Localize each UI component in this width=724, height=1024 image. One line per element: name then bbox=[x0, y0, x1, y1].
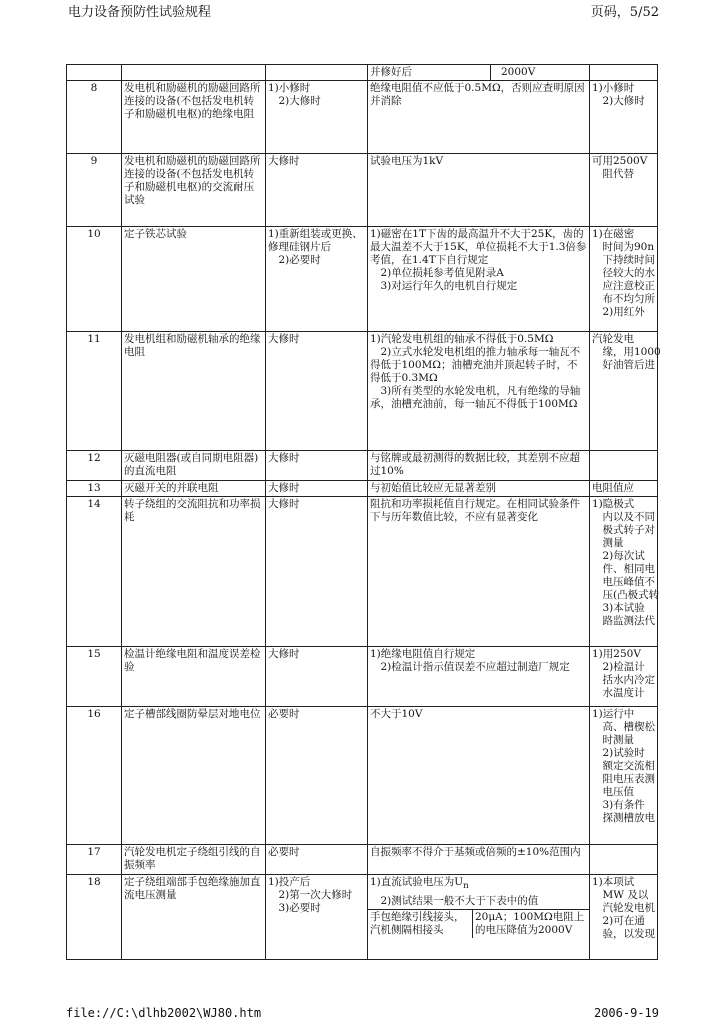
row-number: 13 bbox=[67, 481, 122, 497]
table-row bbox=[67, 451, 658, 481]
test-period: 大修时 bbox=[266, 332, 368, 451]
test-period: 大修时 bbox=[266, 497, 368, 647]
table-row bbox=[67, 65, 658, 81]
test-item: 定子槽部线圈防晕层对地电位 bbox=[122, 707, 266, 845]
test-item: 汽轮发电机定子绕组引线的自振频率 bbox=[122, 845, 266, 875]
remarks: 电阻值应 bbox=[590, 481, 658, 497]
test-item: 灭磁开关的并联电阻 bbox=[122, 481, 266, 497]
test-period: 1)投产后 2)第一次大修时 3)必要时 bbox=[266, 875, 368, 960]
remarks: 可用2500V 阻代替 bbox=[590, 154, 658, 227]
test-period: 大修时 bbox=[266, 647, 368, 707]
row-number: 18 bbox=[67, 875, 122, 960]
table-row bbox=[67, 481, 658, 497]
test-item: 检温计绝缘电阻和温度误差检验 bbox=[122, 647, 266, 707]
row-number: 11 bbox=[67, 332, 122, 451]
test-period: 1)小修时 2)大修时 bbox=[266, 81, 368, 154]
row-number: 14 bbox=[67, 497, 122, 647]
requirement: 不大于10V bbox=[368, 707, 590, 845]
row-number: 17 bbox=[67, 845, 122, 875]
remarks bbox=[590, 845, 658, 875]
remarks: 汽轮发电 缘，用1000 好油管后进 bbox=[590, 332, 658, 451]
sub-cell: 手包绝缘引线接头，汽机侧隔相接头 bbox=[368, 910, 473, 939]
requirement: 绝缘电阻值不应低于0.5MΩ，否则应查明原因并消除 bbox=[368, 81, 590, 154]
test-period: 必要时 bbox=[266, 845, 368, 875]
test-period: 大修时 bbox=[266, 451, 368, 481]
row-number: 12 bbox=[67, 451, 122, 481]
requirement: 与初始值比较应无显著差别 bbox=[368, 481, 590, 497]
table-row bbox=[67, 875, 658, 960]
row-number: 10 bbox=[67, 227, 122, 332]
print-date: 2006-9-19 bbox=[593, 1006, 659, 1020]
test-item: 转子绕组的交流阻抗和功率损耗 bbox=[122, 497, 266, 647]
spec-table bbox=[66, 64, 661, 960]
test-period: 必要时 bbox=[266, 707, 368, 845]
test-item: 定子铁芯试验 bbox=[122, 227, 266, 332]
remarks: 1)在磁密 时间为90n 下持续时间 径较大的水 应注意校正 布不均匀所 2)用红外 bbox=[590, 227, 658, 332]
table-row bbox=[67, 845, 658, 875]
remarks: 1)用250V 2)检温计 括水内冷定 水温度计 bbox=[590, 647, 658, 707]
remarks: 1)运行中 高、槽楔松 时测量 2)试验时 额定交流相 阻电压表测 电压值 3)有条件 探测槽放电 bbox=[590, 707, 658, 845]
sub-cell: 20μA；100MΩ电阻上的电压降值为2000V bbox=[473, 910, 590, 939]
file-path: file://C:\dlhb2002\WJ80.htm bbox=[66, 1006, 262, 1020]
test-item: 发电机组和励磁机轴承的绝缘电阻 bbox=[122, 332, 266, 451]
cell-text: 并修好后 bbox=[368, 65, 491, 80]
row-number: 9 bbox=[67, 154, 122, 227]
remarks: 1)本项试 MW 及以 汽轮发电机 2)可在通 验，以发现 bbox=[590, 875, 658, 960]
remarks bbox=[590, 451, 658, 481]
requirement: 阻抗和功率损耗值自行规定。在相同试验条件下与历年数值比较，不应有显著变化 bbox=[368, 497, 590, 647]
req-line: 2)测试结果一般不大于下表中的值 bbox=[380, 895, 539, 908]
page-header bbox=[0, 0, 724, 18]
row-number: 8 bbox=[67, 81, 122, 154]
test-item: 发电机和励磁机的励磁回路所连接的设备(不包括发电机转子和励磁机电枢)的交流耐压试验 bbox=[122, 154, 266, 227]
test-item: 灭磁电阻器(或自同期电阻器)的直流电阻 bbox=[122, 451, 266, 481]
row-number: 15 bbox=[67, 647, 122, 707]
remarks: 1)隐极式 内以及不同 极式转子对 测量 2)每次试 件、相同电 电压峰值不 压(凸极式转 3)本试验 路监测法代 bbox=[590, 497, 658, 647]
table-row bbox=[67, 647, 658, 707]
cell-text: 2000V bbox=[491, 65, 590, 80]
requirement: 自振频率不得介于基频或倍频的±10%范围内 bbox=[368, 845, 590, 875]
document-title: 电力设备预防性试验规程 bbox=[68, 5, 212, 20]
table-row bbox=[67, 497, 658, 647]
row-number: 16 bbox=[67, 707, 122, 845]
requirement: 与铭牌或最初测得的数据比较，其差别不应超过10% bbox=[368, 451, 590, 481]
test-period: 大修时 bbox=[266, 481, 368, 497]
table-row bbox=[67, 227, 658, 332]
req-subscript: n bbox=[463, 881, 469, 892]
requirement: 1)绝缘电阻值自行规定 2)检温计指示值误差不应超过制造厂规定 bbox=[368, 647, 590, 707]
test-item: 发电机和励磁机的励磁回路所连接的设备(不包括发电机转子和励磁机电枢)的绝缘电阻 bbox=[122, 81, 266, 154]
requirement bbox=[368, 875, 590, 960]
requirement: 1)汽轮发电机组的轴承不得低于0.5MΩ 2)立式水轮发电机组的推力轴承每一轴瓦不得低于100MΩ；油槽充油并顶起转子时，不得低于0.3MΩ 3)所有类型的水轮发电机，凡有绝缘的导轴承，油槽充油前，每一轴瓦不得低于100MΩ bbox=[368, 332, 590, 451]
requirement: 试验电压为1kV bbox=[368, 154, 590, 227]
test-item: 定子绕组端部手包绝缘施加直流电压测量 bbox=[122, 875, 266, 960]
sub-table bbox=[368, 909, 589, 938]
table-row bbox=[67, 81, 658, 154]
table-row bbox=[67, 154, 658, 227]
test-period: 1)重新组装或更换、修理硅钢片后 2)必要时 bbox=[266, 227, 368, 332]
test-period: 大修时 bbox=[266, 154, 368, 227]
remarks: 1)小修时 2)大修时 bbox=[590, 81, 658, 154]
table-row bbox=[67, 332, 658, 451]
table-row bbox=[67, 707, 658, 845]
page-number: 页码，5/52 bbox=[590, 5, 659, 20]
requirement: 1)磁密在1T下齿的最高温升不大于25K，齿的最大温差不大于15K，单位损耗不大于1.3倍参考值，在1.4T下自行规定 2)单位损耗参考值见附录A 3)对运行年久的电机自行规定 bbox=[368, 227, 590, 332]
spec-table-viewport bbox=[66, 64, 661, 958]
req-line: 1)直流试验电压为U bbox=[370, 876, 464, 888]
